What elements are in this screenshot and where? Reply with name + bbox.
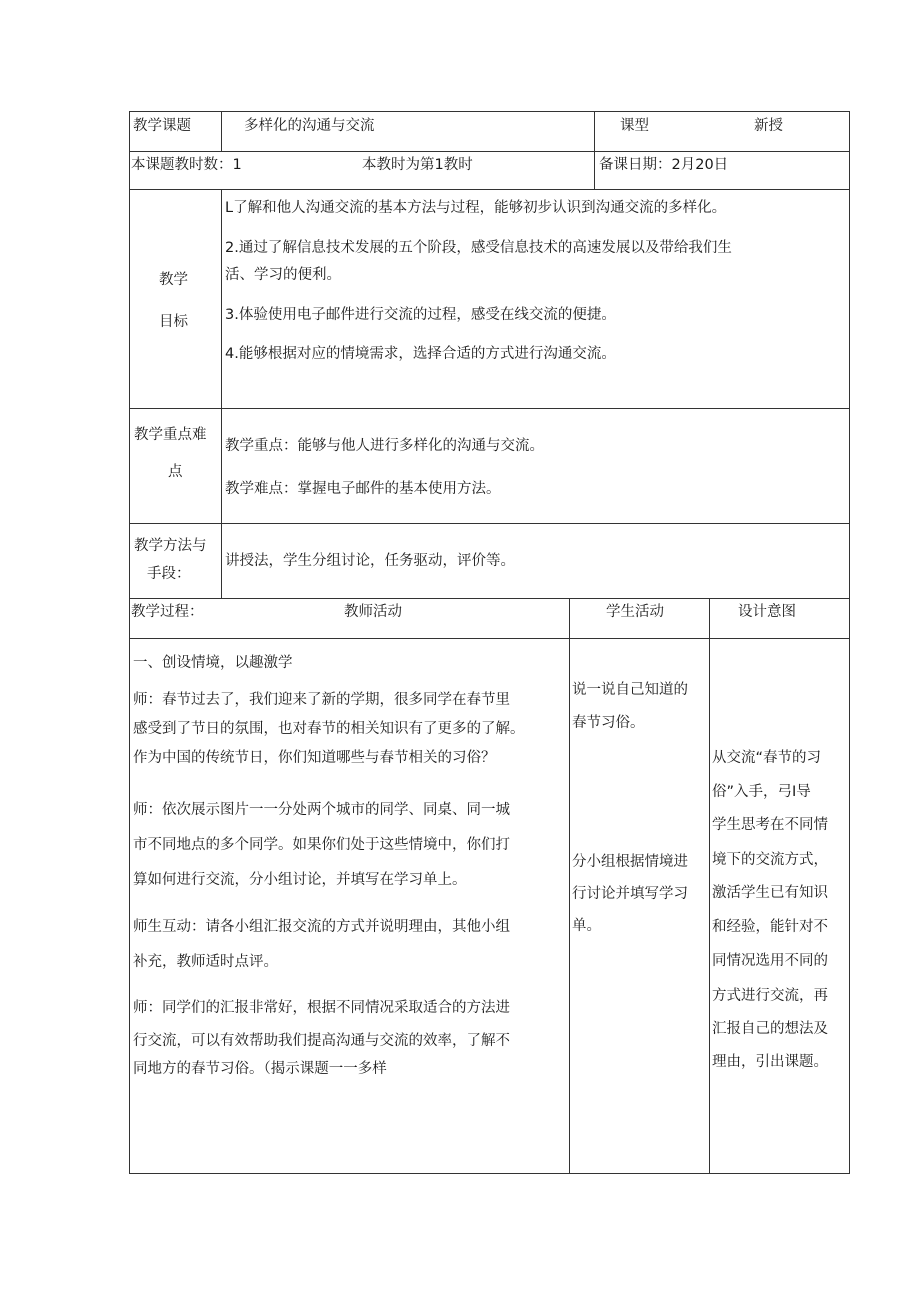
- teacher-line: 市不同地点的多个同学。如果你们处于这些情境中，你们打: [133, 837, 510, 853]
- goal-item: 3.体验使用电子邮件进行交流的过程，感受在线交流的便捷。: [225, 307, 616, 323]
- current-period: 本教时为第1教时: [362, 157, 473, 173]
- type-value: 新授: [754, 118, 783, 134]
- col-student-header: 学生活动: [606, 604, 664, 620]
- topic-label: 教学课题: [133, 118, 191, 134]
- row-line-3: [129, 408, 850, 409]
- student-line: 行讨论并填写学习: [572, 886, 688, 902]
- goal-item: 活、学习的便利。: [225, 267, 341, 283]
- col-line-type: [594, 111, 595, 190]
- row-line-5: [129, 598, 850, 599]
- prep-date: 备课日期：2月20日: [599, 157, 729, 173]
- col-line-design: [709, 598, 710, 1174]
- methods-label-2: 手段：: [147, 566, 191, 582]
- design-line: 境下的交流方式，: [712, 852, 828, 868]
- col-line-right: [849, 111, 850, 1174]
- teacher-line: 补充，教师适时点评。: [133, 954, 278, 970]
- teacher-line: 同地方的春节习俗。（揭示课题一一多样: [133, 1061, 387, 1077]
- goal-item: 2.通过了解信息技术发展的五个阶段，感受信息技术的高速发展以及带给我们生: [225, 240, 732, 256]
- process-label: 教学过程：: [131, 604, 204, 620]
- design-line: 理由，引出课题。: [712, 1054, 828, 1070]
- col-teacher-header: 教师活动: [344, 604, 402, 620]
- teacher-line: 感受到了节日的氛围，也对春节的相关知识有了更多的了解。: [133, 721, 525, 737]
- topic-value: 多样化的沟通与交流: [244, 118, 375, 134]
- teacher-line: 师：春节过去了，我们迎来了新的学期，很多同学在春节里: [133, 692, 510, 708]
- row-line-4: [129, 523, 850, 524]
- design-line: 俗”入手，弓I导: [712, 784, 811, 800]
- teacher-line: 算如何进行交流，分小组讨论，并填写在学习单上。: [133, 872, 467, 888]
- design-line: 学生思考在不同情: [712, 817, 828, 833]
- row-line-1: [129, 151, 850, 152]
- design-line: 激活学生已有知识: [712, 885, 828, 901]
- teacher-line: 一、创设情境，以趣激学: [133, 655, 293, 671]
- teacher-line: 作为中国的传统节日，你们知道哪些与春节相关的习俗？: [133, 750, 496, 766]
- col-design-header: 设计意图: [738, 604, 796, 620]
- row-line-6: [129, 638, 850, 639]
- col-line-student: [569, 598, 570, 1174]
- teacher-line: 行交流，可以有效帮助我们提高沟通与交流的效率，了解不: [133, 1033, 510, 1049]
- design-line: 同情况选用不同的: [712, 953, 828, 969]
- col-line-label: [221, 111, 222, 152]
- goal-item: L了解和他人沟通交流的基本方法与过程，能够初步认识到沟通交流的多样化。: [225, 200, 727, 216]
- teacher-line: 师：同学们的汇报非常好，根据不同情况采取适合的方法进: [133, 1000, 510, 1016]
- key-label-1: 教学重点难: [134, 427, 207, 443]
- row-line-top: [129, 111, 850, 112]
- goal-item: 4.能够根据对应的情境需求，选择合适的方式进行沟通交流。: [225, 346, 616, 362]
- key-difficulty: 教学难点：掌握电子邮件的基本使用方法。: [225, 481, 501, 497]
- design-line: 汇报自己的想法及: [712, 1021, 828, 1037]
- student-line: 单。: [572, 918, 601, 934]
- type-label: 课型: [620, 118, 649, 134]
- goals-label-1: 教学: [159, 272, 188, 288]
- student-line: 说一说自己知道的: [572, 682, 688, 698]
- row-line-2: [129, 189, 850, 190]
- design-line: 和经验，能针对不: [712, 919, 828, 935]
- design-line: 从交流“春节的习: [712, 750, 822, 766]
- design-line: 方式进行交流，再: [712, 988, 828, 1004]
- teacher-line: 师：依次展示图片一一分处两个城市的同学、同桌、同一城: [133, 802, 510, 818]
- row-line-bottom: [129, 1173, 850, 1174]
- col-line-label-2: [221, 189, 222, 599]
- periods-label: 本课题教时数：1: [131, 157, 242, 173]
- goals-label-2: 目标: [159, 314, 188, 330]
- methods-label-1: 教学方法与: [134, 538, 207, 554]
- key-focus: 教学重点：能够与他人进行多样化的沟通与交流。: [225, 438, 544, 454]
- student-line: 分小组根据情境进: [572, 854, 688, 870]
- col-line-left: [129, 111, 130, 1174]
- key-label-2: 点: [168, 464, 183, 480]
- student-line: 春节习俗。: [572, 715, 645, 731]
- teacher-line: 师生互动：请各小组汇报交流的方式并说明理由，其他小组: [133, 919, 510, 935]
- methods-value: 讲授法，学生分组讨论，任务驱动，评价等。: [225, 553, 515, 569]
